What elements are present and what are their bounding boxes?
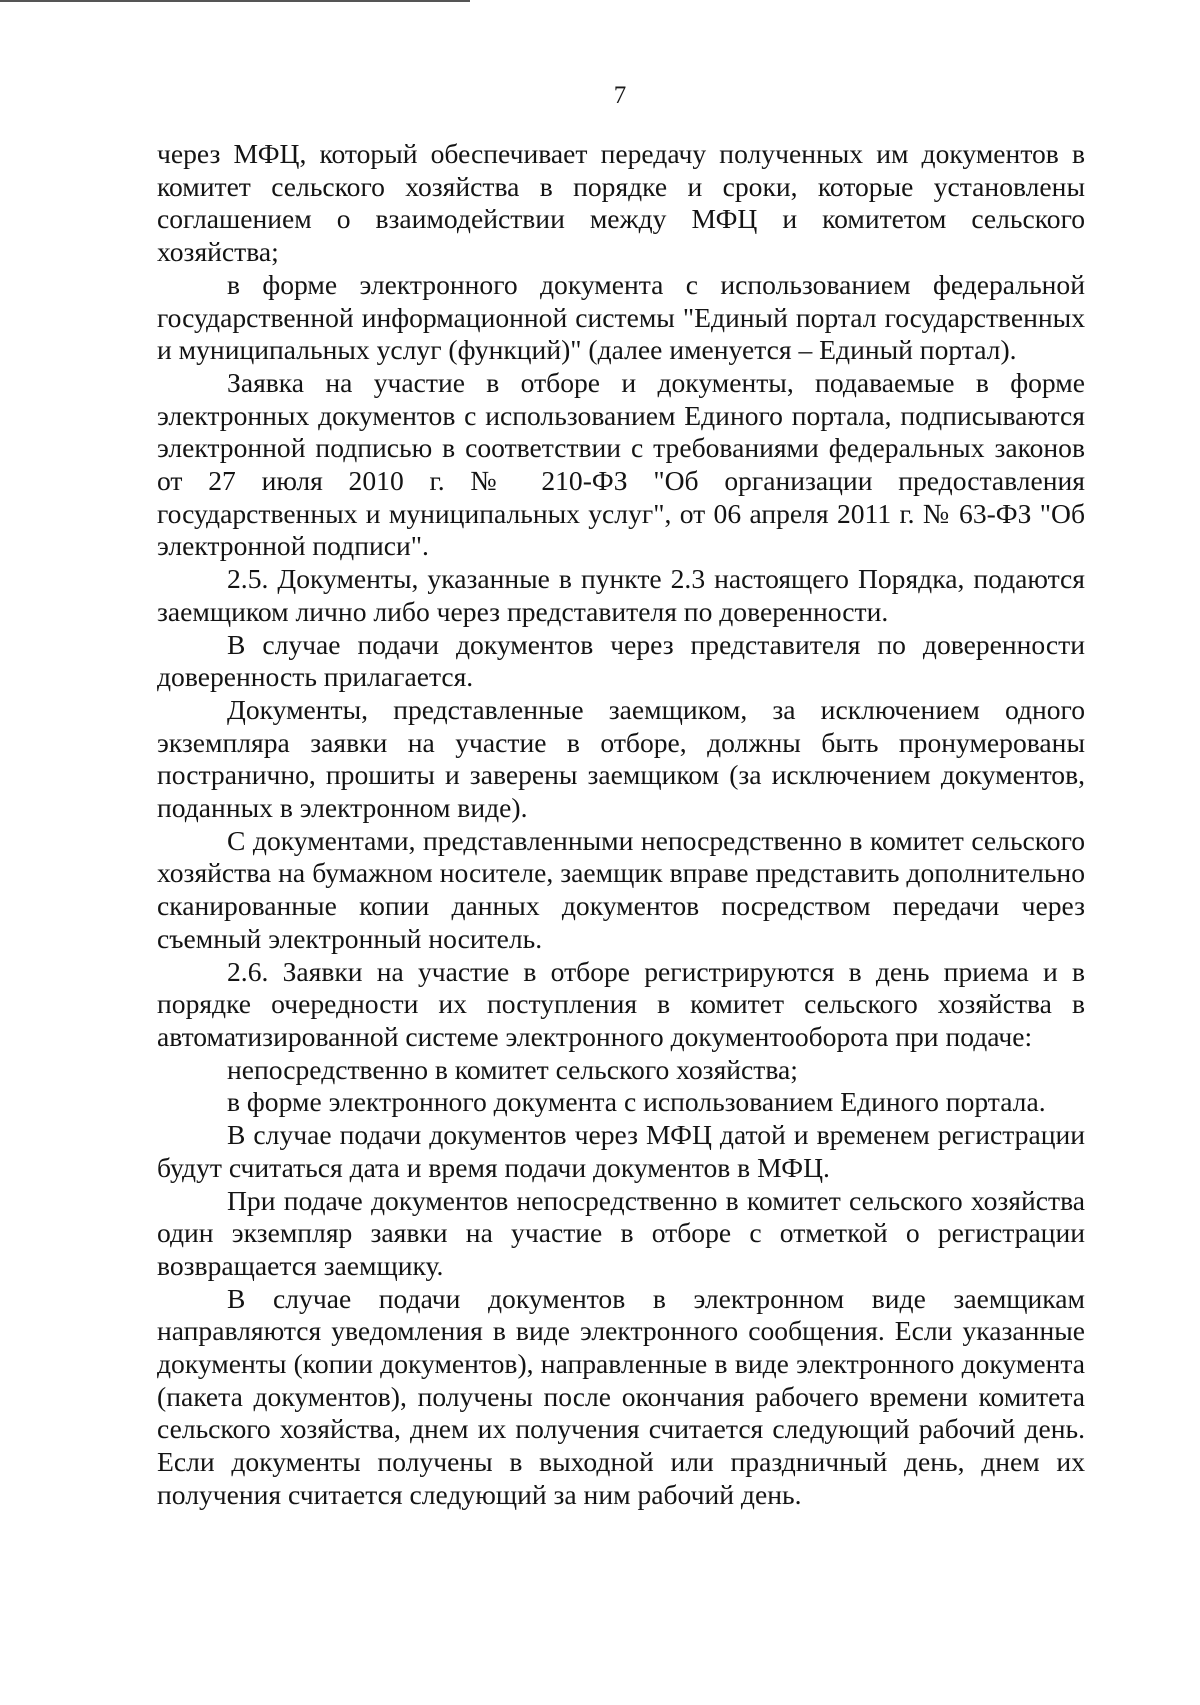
list-item-electronic-submission: в форме электронного документа с использованием Единого портала. xyxy=(227,1086,1046,1118)
paragraph-mfc-submission: через МФЦ, который обеспечивает передачу полученных им документов в комитет сельского хозяйства в порядке и сроки, которые установлены соглашением о взаимодействии между МФЦ и комитетом сельского хозяйства; xyxy=(157,138,1085,268)
paragraph-power-of-attorney: В случае подачи документов через представителя по доверенности доверенность прилагается. xyxy=(157,628,1085,693)
paragraph-2-6: 2.6. Заявки на участие в отборе регистрируются в день приема и в порядке очередности их поступления в комитет сельского хозяйства в автоматизированной системе электронного документооборота при подаче: xyxy=(157,955,1085,1052)
paragraph-document-numbering: Документы, представленные заемщиком, за исключением одного экземпляра заявки на участие в отборе, должны быть пронумерованы постранично, прошиты и заверены заемщиком (за исключением документов, поданных в электронном виде). xyxy=(157,693,1085,824)
paragraph-electronic-form: в форме электронного документа с использованием федеральной государственной информационной системы "Единый портал государственных и муниципальных услуг (функций)" (далее именуется – Единый портал). xyxy=(157,268,1085,366)
page-number: 7 xyxy=(613,82,627,109)
paragraph-2-5: 2.5. Документы, указанные в пункте 2.3 настоящего Порядка, подаются заемщиком лично либо через представителя по доверенности. xyxy=(157,563,1085,627)
document-body xyxy=(157,138,1085,1512)
scan-edge-line xyxy=(0,0,470,2)
paragraph-electronic-signature: Заявка на участие в отборе и документы, подаваемые в форме электронных документов с использованием Единого портала, подписываются электронной подписью в соответствии с требованиями федеральных законов от 27 июля 2010 г. № 210-ФЗ "Об организации предоставления государственных и муниципальных услуг", от 06 апреля 2011 г. № 63-ФЗ "Об электронной подписи". xyxy=(157,366,1085,562)
paragraph-electronic-notification: В случае подачи документов в электронном виде заемщикам направляются уведомления в виде электронного сообщения. Если указанные документы (копии документов), направленные в виде электронного документа (пакета документов), получены после окончания рабочего времени комитета сельского хозяйства, днем их получения считается следующий рабочий день. Если документы получены в выходной или праздничный день, днем их получения считается следующий за ним рабочий день. xyxy=(157,1282,1085,1510)
paragraph-mfc-registration: В случае подачи документов через МФЦ датой и временем регистрации будут считаться дата и время подачи документов в МФЦ. xyxy=(157,1119,1085,1183)
paragraph-copy-returned: При подаче документов непосредственно в комитет сельского хозяйства один экземпляр заявки на участие в отборе с отметкой о регистрации возвращается заемщику. xyxy=(157,1184,1085,1281)
paragraph-scanned-copies: С документами, представленными непосредственно в комитет сельского хозяйства на бумажном носителе, заемщик вправе представить дополнительно сканированные копии данных документов посредством передачи через съемный электронный носитель. xyxy=(157,824,1085,954)
list-item-direct-submission: непосредственно в комитет сельского хозяйства; xyxy=(227,1053,798,1085)
